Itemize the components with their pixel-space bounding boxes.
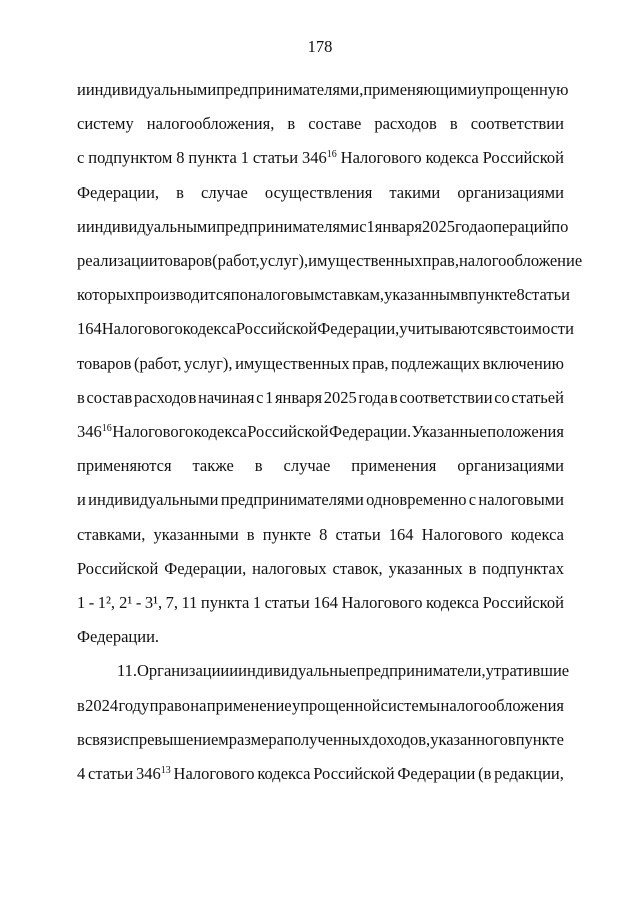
- word: Организации: [137, 661, 230, 681]
- word: указанных: [388, 558, 463, 578]
- word: -: [88, 593, 95, 612]
- word: 8: [319, 524, 328, 544]
- word: по: [551, 216, 569, 236]
- word: 11: [181, 593, 198, 612]
- word: превышением: [130, 729, 229, 749]
- text-line: [77, 354, 564, 374]
- word: кодекса: [257, 764, 311, 783]
- word: соответствии: [399, 387, 493, 407]
- word: указанного: [430, 729, 508, 749]
- word: Российской: [77, 558, 159, 578]
- word: статьи: [252, 148, 299, 168]
- word: 8: [176, 148, 185, 168]
- word: индивидуальные: [238, 661, 357, 681]
- word: организациями: [457, 456, 564, 476]
- word: расходов: [374, 114, 437, 134]
- word: налоговых: [252, 558, 327, 578]
- word: пункте: [515, 729, 564, 749]
- word: подпунктом: [88, 148, 173, 168]
- text-line: [77, 251, 583, 271]
- word: указанными: [153, 524, 239, 544]
- word: редакции,: [494, 764, 564, 783]
- word: 11.: [117, 661, 138, 681]
- word: Налогового: [173, 764, 255, 783]
- word: 1: [77, 593, 86, 612]
- word: прав,: [352, 353, 389, 373]
- word: по: [230, 285, 248, 305]
- word: в: [176, 182, 184, 202]
- word: упрощенной: [291, 695, 381, 715]
- word: включению: [482, 353, 564, 373]
- word: производится: [135, 285, 231, 305]
- word: в: [77, 387, 85, 407]
- word: налоговыми: [478, 490, 564, 510]
- word: товаров: [157, 251, 213, 270]
- superscript: 16: [101, 423, 112, 434]
- word: статьей: [511, 387, 564, 407]
- text-line: [77, 114, 564, 134]
- word: операций: [484, 216, 552, 236]
- word: Российской: [482, 148, 564, 168]
- word: 3¹,: [144, 593, 163, 612]
- word: 1², 2¹: [97, 593, 133, 612]
- word: в: [389, 387, 398, 407]
- word: на: [190, 695, 207, 715]
- word: со: [494, 387, 510, 407]
- word: упрощенную: [476, 80, 569, 99]
- text-line: [77, 456, 564, 476]
- word: -: [135, 593, 142, 612]
- word: (работ,: [133, 353, 182, 373]
- word: пункте: [468, 285, 517, 305]
- word: в: [246, 524, 255, 544]
- word: реализации: [77, 251, 158, 270]
- text-line: [77, 559, 564, 579]
- word: 164: [77, 319, 102, 339]
- word: одновременно: [366, 490, 467, 510]
- word: 1: [366, 216, 375, 236]
- word: году: [118, 695, 150, 715]
- word: индивидуальными: [85, 216, 217, 236]
- word: индивидуальными: [85, 80, 217, 99]
- word: предприниматели,: [356, 661, 486, 681]
- word: Федерации.: [77, 627, 160, 647]
- word: кодекса: [425, 148, 479, 168]
- word: начиная: [198, 387, 255, 407]
- word: услуг),: [184, 353, 233, 373]
- word: (работ,: [212, 251, 260, 270]
- word: организациями: [457, 182, 564, 202]
- word: с: [359, 216, 367, 236]
- word: составе: [308, 114, 362, 134]
- word: соответствии: [470, 114, 564, 134]
- word: подлежащих: [390, 353, 481, 373]
- text-line: [77, 490, 564, 510]
- word: кодекса: [182, 319, 236, 339]
- word: положения: [487, 422, 564, 441]
- text-line: [77, 388, 564, 408]
- word: налогообложения,: [146, 114, 275, 134]
- text-line: [77, 183, 564, 203]
- word: размера: [228, 729, 284, 749]
- text-line: [77, 216, 569, 237]
- word: полученных: [283, 729, 370, 749]
- word: статьи: [264, 593, 310, 612]
- word: 4: [77, 764, 86, 783]
- word: кодекса: [510, 524, 564, 544]
- word: в: [287, 114, 296, 134]
- word: и: [77, 490, 86, 510]
- word: применение: [206, 695, 292, 715]
- word: ставок,: [332, 558, 383, 578]
- word: с: [77, 148, 85, 168]
- word: в: [254, 456, 263, 476]
- word: имущественных: [308, 251, 423, 270]
- word: право: [149, 695, 190, 715]
- word: 1: [252, 593, 262, 612]
- word: 164: [313, 593, 338, 612]
- word: связи: [84, 729, 123, 749]
- word: также: [192, 456, 234, 476]
- text-line: [77, 730, 564, 750]
- word: в: [77, 729, 85, 749]
- word: налогообложение: [458, 251, 583, 270]
- word: в: [449, 114, 458, 134]
- word: Федерации,: [164, 558, 247, 578]
- word: с: [468, 490, 477, 510]
- word: в: [77, 695, 85, 715]
- text-line: [77, 148, 564, 168]
- word: Налогового: [421, 524, 503, 544]
- word: января: [374, 216, 422, 236]
- word: ставкам,: [324, 285, 385, 305]
- word: предпринимателями: [216, 216, 360, 236]
- word: расходов: [133, 387, 197, 407]
- word: утратившие: [485, 661, 570, 681]
- word: индивидуальными: [88, 490, 219, 510]
- word: учитываются: [399, 319, 493, 339]
- word: осуществления: [264, 182, 373, 202]
- word: 164: [388, 524, 414, 544]
- word: налогообложения: [440, 695, 564, 715]
- word: Налогового: [101, 319, 183, 339]
- word: 1: [265, 387, 274, 407]
- word: в: [492, 319, 501, 339]
- word: 2024: [85, 695, 119, 715]
- word: и: [229, 661, 239, 681]
- word: года: [358, 387, 389, 407]
- word: такими: [389, 182, 441, 202]
- word: 2025: [323, 387, 357, 407]
- word: случае: [283, 456, 331, 476]
- word: с: [122, 729, 130, 749]
- superscript: 13: [160, 765, 171, 776]
- word: систему: [77, 114, 134, 134]
- word: Федерации: [397, 764, 476, 783]
- text-line: [77, 627, 564, 647]
- text-line: [77, 696, 564, 716]
- word: Российской: [313, 764, 395, 783]
- word: статьи: [335, 524, 381, 544]
- word: доходов,: [369, 729, 431, 749]
- word: 1: [240, 148, 249, 168]
- word: товаров: [77, 353, 132, 373]
- word: Налогового: [112, 422, 194, 441]
- text-line: [77, 422, 564, 442]
- word: кодекса: [193, 422, 247, 441]
- word: указанным: [384, 285, 461, 305]
- text-line: [77, 764, 564, 784]
- word: с: [256, 387, 264, 407]
- word: случае: [201, 182, 248, 202]
- text-line: [77, 319, 574, 339]
- word: кодекса: [425, 593, 480, 612]
- word: подпунктах: [482, 558, 564, 578]
- word: 7,: [165, 593, 179, 612]
- word: применения: [351, 456, 437, 476]
- word: услуг),: [259, 251, 309, 270]
- word: Налогового: [340, 148, 422, 168]
- word: года: [454, 216, 485, 236]
- word: Налогового: [341, 593, 423, 612]
- word: пункта: [188, 148, 237, 168]
- word: пункте: [262, 524, 311, 544]
- text-line: [77, 285, 570, 305]
- word: января: [274, 387, 323, 407]
- word: статьи: [88, 764, 134, 783]
- text-line: [117, 661, 570, 681]
- word: которых: [77, 285, 136, 305]
- page-number: 178: [307, 37, 333, 56]
- word: Федерации.: [329, 422, 412, 441]
- word: Федерации,: [317, 319, 400, 339]
- word: статьи: [524, 285, 570, 305]
- word: $346^{13}$: [136, 764, 171, 783]
- word: и: [77, 216, 86, 236]
- word: 8: [516, 285, 525, 305]
- word: прав,: [422, 251, 459, 270]
- word: Российской: [482, 593, 564, 612]
- word: 2025: [421, 216, 455, 236]
- word: ставками,: [77, 524, 146, 544]
- word: предпринимателями,: [216, 80, 364, 99]
- word: $346^{16}$: [302, 148, 337, 168]
- superscript: 16: [326, 149, 337, 161]
- word: и: [77, 80, 86, 99]
- word: стоимости: [500, 319, 574, 339]
- word: Указанные: [411, 422, 487, 441]
- word: состав: [86, 387, 133, 407]
- word: в: [468, 558, 477, 578]
- word: Российской: [235, 319, 318, 339]
- word: в: [507, 729, 516, 749]
- word: налоговым: [247, 285, 325, 305]
- word: Федерации,: [77, 182, 160, 202]
- word: применяются: [77, 456, 172, 476]
- word: (в: [478, 764, 492, 783]
- text-line: [77, 80, 569, 100]
- word: в: [460, 285, 469, 305]
- text-line: [77, 525, 564, 545]
- text-line: [77, 593, 564, 613]
- word: $346^{16}$: [77, 422, 112, 441]
- word: имущественных: [235, 353, 350, 373]
- word: предпринимателями: [220, 490, 364, 510]
- word: Российской: [247, 422, 329, 441]
- word: пункта: [200, 593, 250, 612]
- word: применяющими: [363, 80, 477, 99]
- word: системы: [380, 695, 441, 715]
